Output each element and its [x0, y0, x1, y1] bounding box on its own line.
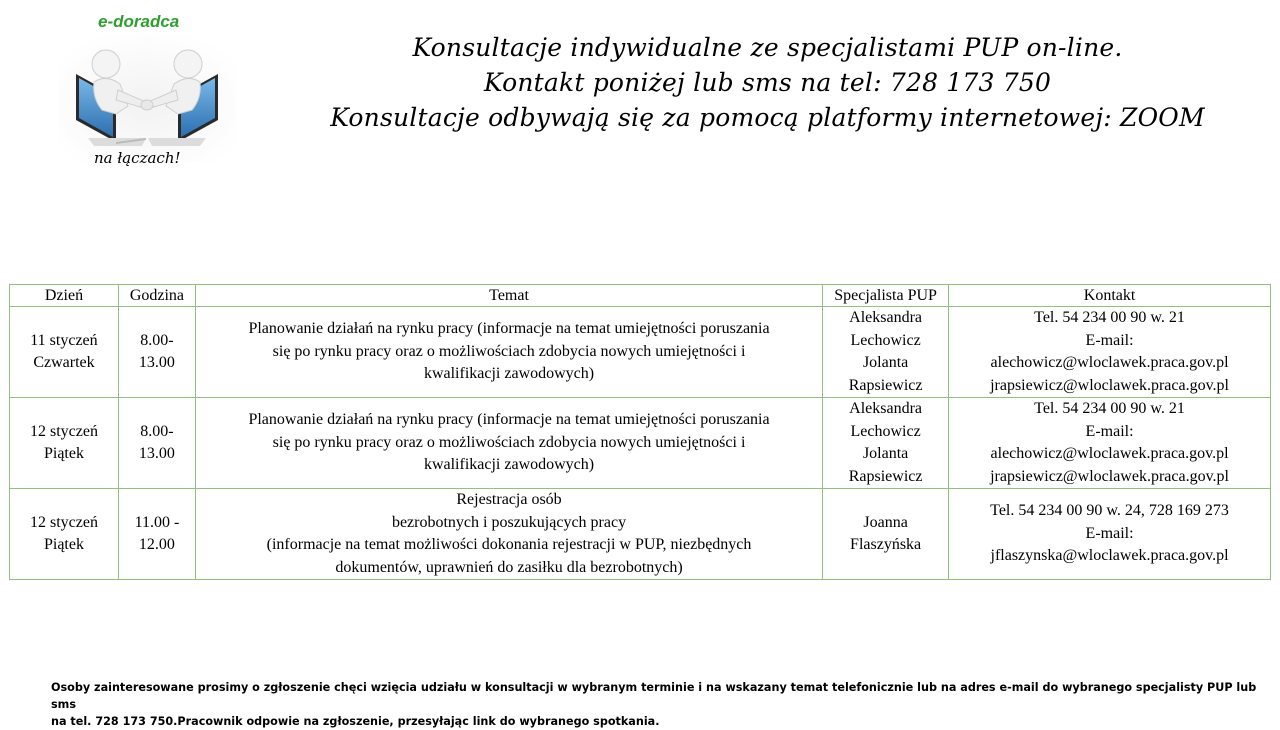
consultation-schedule-table: [9, 284, 1271, 580]
cell-hour: [118, 398, 195, 489]
cell-day: [10, 307, 119, 398]
day-weekday: Czwartek: [33, 354, 95, 371]
topic-line: kwalifikacji zawodowych): [423, 456, 595, 474]
hour-start: 8.00-: [140, 331, 174, 349]
hour-start: 8.00-: [140, 422, 174, 440]
heading-line-2: Kontakt poniżej lub sms na tel: 728 173 750: [483, 68, 1052, 97]
topic-line: Rejestracja osób: [456, 491, 562, 508]
specialist-name-line: Joanna: [863, 513, 908, 531]
footer-line-2: na tel. 728 173 750.Pracownik odpowie na zgłoszenie, przesyłając link do wybranego spotkania.: [51, 715, 660, 728]
specialist-name-line: Flaszyńska: [850, 536, 922, 553]
topic-line: (informacje na temat możliwości dokonania rejestracji w PUP, niezbędnych: [266, 536, 752, 553]
cell-specialist: [823, 307, 949, 398]
topic-line: Planowanie działań na rynku pracy (informacje na temat umiejętności poruszania: [248, 320, 770, 338]
topic-line: bezrobotnych i poszukujących pracy: [391, 513, 627, 531]
specialist-name-line: Aleksandra: [849, 309, 923, 326]
column-header-contact: Kontakt: [949, 285, 1271, 307]
column-header-hour: Godzina: [118, 285, 195, 307]
topic-line: się po rynku pracy oraz o możliwościach zdobycia nowych umiejętności i: [272, 342, 746, 360]
day-date: 12 styczeń: [29, 422, 98, 440]
page-heading: [260, 30, 1275, 135]
cell-topic: [195, 307, 822, 398]
column-header-day: Dzień: [10, 285, 119, 307]
cell-topic: [195, 489, 822, 580]
day-date: 12 styczeń: [29, 513, 98, 531]
hour-start: 11.00 -: [134, 513, 180, 531]
column-header-specialist: Specjalista PUP: [823, 285, 949, 307]
cell-contact: [949, 398, 1271, 489]
footer-note: [51, 679, 1266, 730]
column-header-topic: Temat: [195, 285, 822, 307]
cell-day: [10, 398, 119, 489]
specialist-name-line: Jolanta: [862, 445, 909, 462]
contact-email-label: E-mail:: [1085, 331, 1134, 349]
logo-tagline: na łączach!: [94, 149, 181, 167]
logo-brand-text: e-doradca: [98, 12, 180, 31]
cell-specialist: [823, 489, 949, 580]
contact-email-label: E-mail:: [1085, 422, 1134, 440]
contact-email-link[interactable]: alechowicz@wloclawek.praca.gov.pl: [990, 354, 1229, 371]
cell-contact: [949, 489, 1271, 580]
cell-contact: [949, 307, 1271, 398]
contact-email-label: E-mail:: [1085, 524, 1134, 542]
footer-line-1: Osoby zainteresowane prosimy o zgłoszenie chęci wzięcia udziału w konsultacji w wybranym terminie i na wskazany temat telefonicznie lub na adres e-mail do wybranego specjalisty PUP lub sms: [51, 681, 1257, 711]
e-doradca-logo: [58, 10, 238, 175]
specialist-name-line: Lechowicz: [850, 422, 921, 440]
topic-line: się po rynku pracy oraz o możliwościach zdobycia nowych umiejętności i: [272, 433, 746, 451]
contact-email-link[interactable]: jflaszynska@wloclawek.praca.gov.pl: [990, 547, 1229, 565]
specialist-name-line: Lechowicz: [850, 331, 921, 349]
contact-email-link[interactable]: alechowicz@wloclawek.praca.gov.pl: [990, 445, 1229, 462]
cell-hour: [118, 307, 195, 398]
cell-day: [10, 489, 119, 580]
table-header-row: [10, 285, 1271, 307]
cell-hour: [118, 489, 195, 580]
specialist-name-line: Jolanta: [862, 354, 909, 371]
topic-line: Planowanie działań na rynku pracy (informacje na temat umiejętności poruszania: [248, 411, 770, 429]
cell-specialist: [823, 398, 949, 489]
day-weekday: Piątek: [43, 536, 84, 553]
heading-line-1: Konsultacje indywidualne ze specjalistami PUP on-line.: [412, 33, 1123, 62]
heading-line-3: Konsultacje odbywają się za pomocą platformy internetowej: ZOOM: [330, 103, 1205, 132]
day-date: 11 styczeń: [30, 331, 98, 349]
cell-topic: [195, 398, 822, 489]
contact-email-link[interactable]: jrapsiewicz@wloclawek.praca.gov.pl: [990, 467, 1229, 485]
table-row: [10, 398, 1271, 489]
contact-phone: Tel. 54 234 00 90 w. 21: [1034, 309, 1185, 326]
day-weekday: Piątek: [43, 445, 84, 462]
hour-end: 13.00: [138, 445, 175, 462]
specialist-name-line: Rapsiewicz: [848, 467, 923, 485]
hour-end: 12.00: [138, 536, 175, 553]
contact-phone: Tel. 54 234 00 90 w. 24, 728 169 273: [990, 502, 1229, 520]
hour-end: 13.00: [138, 354, 175, 371]
contact-phone: Tel. 54 234 00 90 w. 21: [1034, 400, 1185, 417]
topic-line: dokumentów, uprawnień do zasiłku dla bezrobotnych): [335, 558, 683, 576]
specialist-name-line: Aleksandra: [849, 400, 923, 417]
specialist-name-line: Rapsiewicz: [848, 376, 923, 394]
table-row: [10, 307, 1271, 398]
contact-email-link[interactable]: jrapsiewicz@wloclawek.praca.gov.pl: [990, 376, 1229, 394]
handshake-laptops-icon: [58, 34, 236, 162]
table-row: [10, 489, 1271, 580]
topic-line: kwalifikacji zawodowych): [423, 365, 595, 383]
